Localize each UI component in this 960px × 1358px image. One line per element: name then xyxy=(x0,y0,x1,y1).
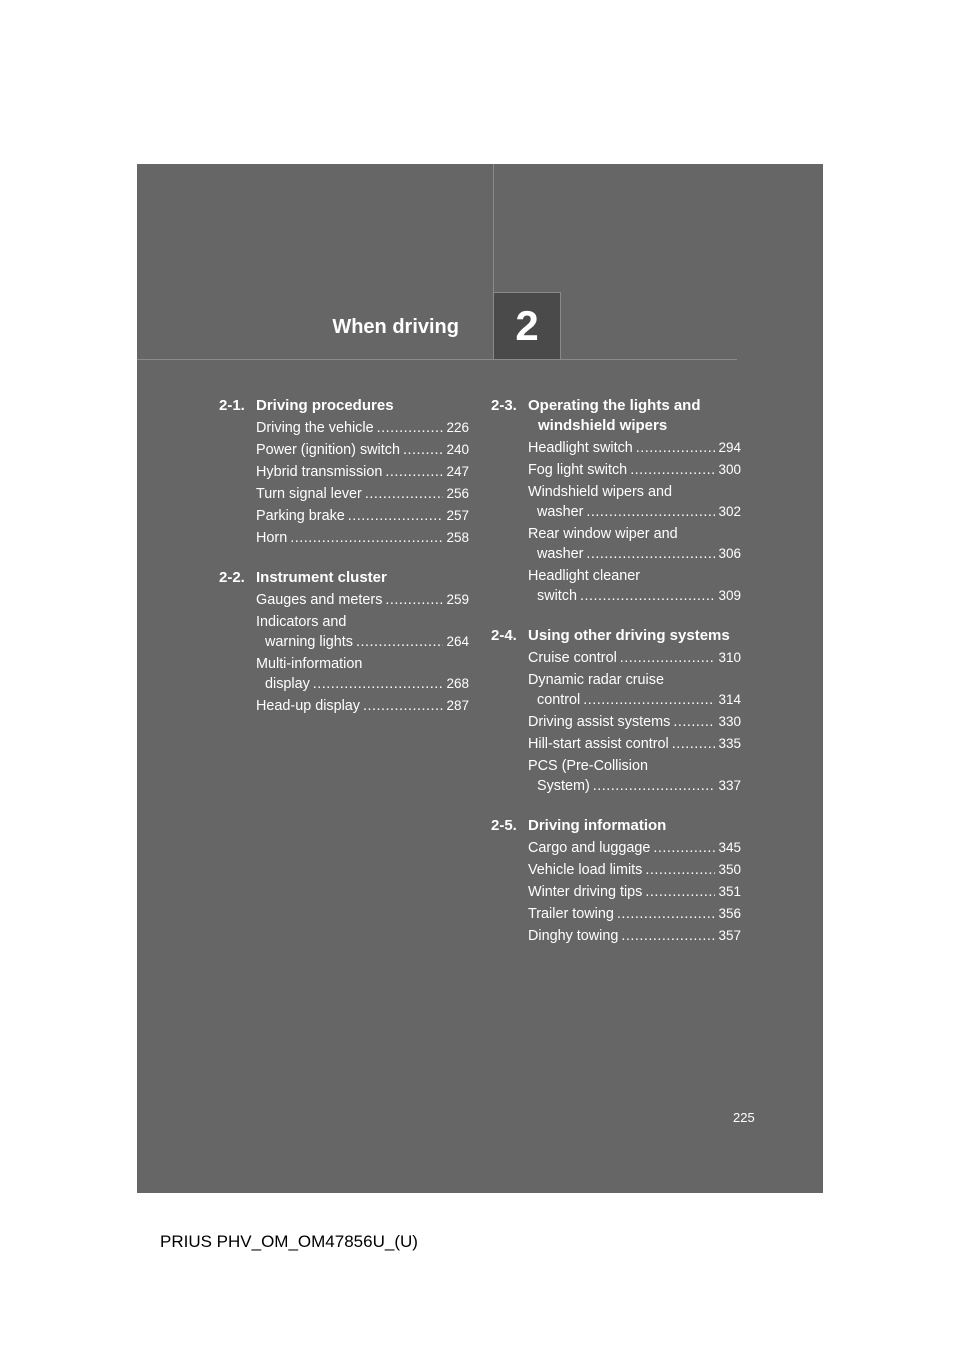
toc-entry-row xyxy=(256,462,469,482)
section-title xyxy=(528,626,741,646)
dot-leader xyxy=(356,632,443,652)
section-heading xyxy=(491,816,741,836)
toc-entry-label: PCS (Pre-Collision xyxy=(528,758,648,774)
toc-entry-link[interactable] xyxy=(256,462,469,482)
dot-leader xyxy=(621,926,715,946)
section-number: 2-2. xyxy=(219,569,245,586)
section-heading xyxy=(219,396,469,416)
section-items xyxy=(528,838,741,946)
toc-entry-page: 256 xyxy=(446,486,469,501)
toc-entry-row xyxy=(528,838,741,858)
section-heading xyxy=(491,626,741,646)
toc-entry-page: 310 xyxy=(718,650,741,665)
toc-entry-link[interactable] xyxy=(528,882,741,902)
toc-entry-page: 247 xyxy=(446,464,469,479)
toc-entry-row xyxy=(528,926,741,946)
toc-entry-page: 294 xyxy=(718,440,741,455)
toc-entry-page: 356 xyxy=(718,906,741,921)
dot-leader xyxy=(645,882,715,902)
toc-entry-label: Driving assist systems xyxy=(528,714,671,730)
section-title-line: Driving information xyxy=(528,817,667,834)
toc-entry-link[interactable] xyxy=(528,734,741,754)
dot-leader xyxy=(385,462,443,482)
dot-leader xyxy=(377,418,444,438)
dot-leader xyxy=(583,690,715,710)
toc-entry-label: Driving the vehicle xyxy=(256,420,374,436)
dot-leader xyxy=(348,506,444,526)
toc-entry-link[interactable] xyxy=(256,528,469,548)
toc-entry-label: Turn signal lever xyxy=(256,486,362,502)
toc-entry-row xyxy=(528,690,741,710)
toc-entry-label: Trailer towing xyxy=(528,906,614,922)
toc-left-column xyxy=(219,396,469,736)
toc-entry-row xyxy=(256,674,469,694)
toc-entry-row xyxy=(528,882,741,902)
toc-entry-label: Vehicle load limits xyxy=(528,862,643,878)
section-number: 2-1. xyxy=(219,397,245,414)
toc-entry-link[interactable] xyxy=(256,418,469,438)
toc-entry-link[interactable] xyxy=(256,590,469,610)
toc-entry-row xyxy=(528,860,741,880)
section-title xyxy=(528,816,741,836)
toc-right-column xyxy=(491,396,741,966)
toc-entry-page: 357 xyxy=(718,928,741,943)
dot-leader xyxy=(653,838,715,858)
dot-leader xyxy=(620,648,716,668)
dot-leader xyxy=(385,590,443,610)
toc-entry-label: Horn xyxy=(256,530,288,546)
section-title xyxy=(256,396,469,416)
toc-section xyxy=(491,816,741,946)
dot-leader xyxy=(630,460,715,480)
toc-entry-page: 268 xyxy=(446,676,469,691)
toc-entry-page: 350 xyxy=(718,862,741,877)
toc-entry-label: Dinghy towing xyxy=(528,928,619,944)
toc-entry-label: Gauges and meters xyxy=(256,592,383,608)
toc-entry-page: 330 xyxy=(718,714,741,729)
toc-entry-link[interactable] xyxy=(256,440,469,460)
chapter-panel xyxy=(137,164,823,1193)
toc-entry-label: Multi-information xyxy=(256,656,363,672)
toc-entry-link[interactable] xyxy=(528,482,741,522)
chapter-number: 2 xyxy=(515,302,539,349)
chapter-number-box xyxy=(493,292,561,360)
section-title-line: Using other driving systems xyxy=(528,627,730,644)
toc-entry-label: Cargo and luggage xyxy=(528,840,651,856)
toc-entry-row xyxy=(256,696,469,716)
toc-entry-label: Rear window wiper and xyxy=(528,526,678,542)
section-items xyxy=(256,418,469,548)
toc-entry-page: 257 xyxy=(446,508,469,523)
toc-entry-row xyxy=(256,590,469,610)
toc-entry-label: Hill-start assist control xyxy=(528,736,669,752)
toc-entry-row xyxy=(528,734,741,754)
section-number: 2-3. xyxy=(491,397,517,414)
dot-leader xyxy=(403,440,444,460)
toc-section xyxy=(491,626,741,796)
toc-entry-link[interactable] xyxy=(528,648,741,668)
toc-entry-page: 287 xyxy=(446,698,469,713)
section-items xyxy=(528,648,741,796)
dot-leader xyxy=(645,860,715,880)
toc-entry-link[interactable] xyxy=(528,438,741,458)
section-title-line: windshield wipers xyxy=(538,417,668,434)
toc-entry-row xyxy=(256,506,469,526)
toc-entry-link[interactable] xyxy=(256,654,469,694)
dot-leader xyxy=(593,776,716,796)
section-number: 2-5. xyxy=(491,817,517,834)
toc-entry-link[interactable] xyxy=(528,756,741,796)
document-footer: PRIUS PHV_OM_OM47856U_(U) xyxy=(160,1232,418,1251)
toc-entry-label: Dynamic radar cruise xyxy=(528,672,664,688)
dot-leader xyxy=(673,712,715,732)
toc-entry-label: Winter driving tips xyxy=(528,884,643,900)
toc-entry-label: warning lights xyxy=(265,634,353,650)
toc-entry-label: control xyxy=(537,692,581,708)
toc-entry-page: 351 xyxy=(718,884,741,899)
toc-entry-link[interactable] xyxy=(256,696,469,716)
toc-entry-row xyxy=(528,544,741,564)
toc-entry-row xyxy=(256,440,469,460)
dot-leader xyxy=(636,438,716,458)
toc-entry-label: Headlight switch xyxy=(528,440,633,456)
toc-entry-label: Hybrid transmission xyxy=(256,464,383,480)
toc-entry-page: 314 xyxy=(718,692,741,707)
toc-entry-link[interactable] xyxy=(528,838,741,858)
toc-entry-page: 264 xyxy=(446,634,469,649)
toc-entry-row xyxy=(528,648,741,668)
toc-entry-row xyxy=(528,438,741,458)
toc-entry-page: 306 xyxy=(718,546,741,561)
toc-entry-page: 302 xyxy=(718,504,741,519)
dot-leader xyxy=(313,674,444,694)
toc-entry-row xyxy=(256,418,469,438)
toc-entry-link[interactable] xyxy=(256,506,469,526)
toc-entry-label: washer xyxy=(537,546,584,562)
toc-entry-link[interactable] xyxy=(528,926,741,946)
section-items xyxy=(256,590,469,716)
dot-leader xyxy=(290,528,443,548)
toc-entry-page: 309 xyxy=(718,588,741,603)
toc-entry-label: Indicators and xyxy=(256,614,347,630)
toc-entry-page: 345 xyxy=(718,840,741,855)
dot-leader xyxy=(365,484,444,504)
dot-leader xyxy=(586,502,715,522)
toc-entry-page: 300 xyxy=(718,462,741,477)
toc-entry-page: 259 xyxy=(446,592,469,607)
toc-entry-link[interactable] xyxy=(528,712,741,732)
toc-entry-label: Head-up display xyxy=(256,698,360,714)
toc-entry-label: Parking brake xyxy=(256,508,345,524)
toc-entry-label: Power (ignition) switch xyxy=(256,442,400,458)
header-horizontal-divider xyxy=(137,359,737,360)
dot-leader xyxy=(617,904,716,924)
toc-entry-page: 226 xyxy=(446,420,469,435)
toc-entry-row xyxy=(256,528,469,548)
toc-entry-row xyxy=(528,586,741,606)
toc-entry-row xyxy=(528,904,741,924)
toc-entry-label: Windshield wipers and xyxy=(528,484,672,500)
section-heading xyxy=(491,396,741,436)
section-title-line: Instrument cluster xyxy=(256,569,387,586)
toc-entry-label: switch xyxy=(537,588,577,604)
toc-section xyxy=(491,396,741,606)
toc-entry-label: Fog light switch xyxy=(528,462,628,478)
toc-entry-row xyxy=(528,776,741,796)
section-heading xyxy=(219,568,469,588)
toc-entry-page: 258 xyxy=(446,530,469,545)
toc-entry-page: 335 xyxy=(718,736,741,751)
page-number: 225 xyxy=(733,1110,755,1125)
toc-section xyxy=(219,568,469,716)
dot-leader xyxy=(580,586,715,606)
toc-entry-row xyxy=(528,460,741,480)
toc-entry-label: display xyxy=(265,676,310,692)
toc-entry-link[interactable] xyxy=(256,612,469,652)
chapter-title: When driving xyxy=(332,316,459,338)
toc-entry-page: 240 xyxy=(446,442,469,457)
section-title-line: Operating the lights and xyxy=(528,397,701,414)
section-number: 2-4. xyxy=(491,627,517,644)
toc-entry-link[interactable] xyxy=(528,566,741,606)
dot-leader xyxy=(363,696,443,716)
section-title-line: Driving procedures xyxy=(256,397,394,414)
toc-entry-label: Headlight cleaner xyxy=(528,568,640,584)
toc-entry-link[interactable] xyxy=(528,904,741,924)
section-title xyxy=(528,396,741,436)
toc-entry-row xyxy=(256,484,469,504)
toc-entry-label: washer xyxy=(537,504,584,520)
toc-entry-row xyxy=(528,502,741,522)
dot-leader xyxy=(586,544,715,564)
toc-entry-label: Cruise control xyxy=(528,650,617,666)
toc-entry-row xyxy=(256,632,469,652)
toc-entry-link[interactable] xyxy=(528,524,741,564)
toc-entry-page: 337 xyxy=(718,778,741,793)
toc-section xyxy=(219,396,469,548)
toc-entry-row xyxy=(528,712,741,732)
toc-entry-link[interactable] xyxy=(256,484,469,504)
section-title xyxy=(256,568,469,588)
section-items xyxy=(528,438,741,606)
dot-leader xyxy=(672,734,716,754)
toc-entry-link[interactable] xyxy=(528,460,741,480)
toc-entry-link[interactable] xyxy=(528,860,741,880)
toc-entry-link[interactable] xyxy=(528,670,741,710)
toc-entry-label: System) xyxy=(537,778,590,794)
